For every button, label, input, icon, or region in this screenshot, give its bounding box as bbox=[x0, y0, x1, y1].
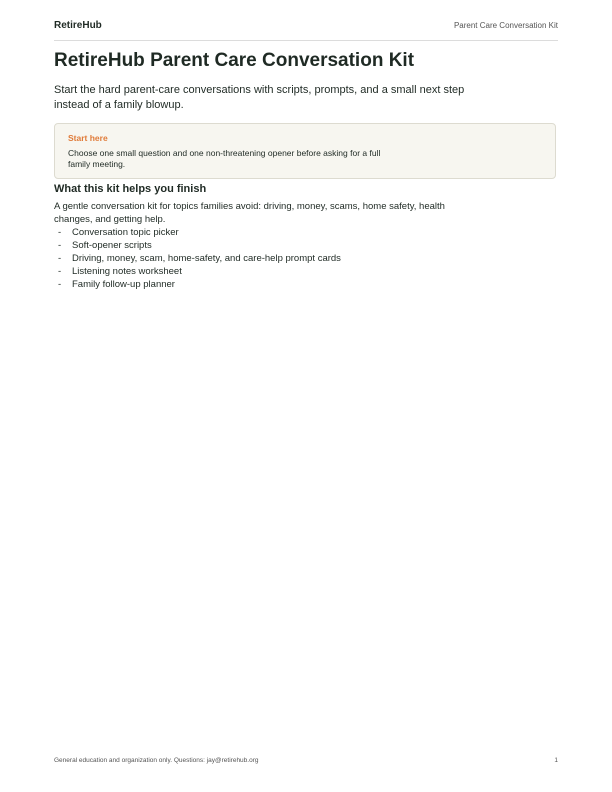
bullet-marker: - bbox=[58, 279, 62, 290]
start-here-callout bbox=[54, 123, 556, 179]
list-item bbox=[54, 278, 341, 291]
section-title: What this kit helps you finish bbox=[54, 183, 207, 195]
document-label: Parent Care Conversation Kit bbox=[453, 21, 558, 30]
callout-title: Start here bbox=[68, 133, 108, 143]
feature-list bbox=[54, 226, 341, 291]
intro-paragraph: Start the hard parent-care conversations with scripts, prompts, and a small next step instead of a family blowup. bbox=[54, 84, 465, 111]
bullet-marker: - bbox=[58, 240, 62, 251]
list-item bbox=[54, 252, 341, 265]
bullet-marker: - bbox=[58, 227, 62, 238]
page-title: RetireHub Parent Care Conversation Kit bbox=[54, 50, 415, 71]
list-item bbox=[54, 226, 341, 239]
list-item-label: Family follow-up planner bbox=[72, 279, 175, 290]
bullet-marker: - bbox=[58, 253, 62, 264]
section-description: A gentle conversation kit for topics families avoid: driving, money, scams, home safety, health changes, and getting help. bbox=[54, 201, 445, 225]
list-item-label: Driving, money, scam, home-safety, and care-help prompt cards bbox=[72, 253, 341, 264]
brand-logo-text: RetireHub bbox=[54, 20, 102, 31]
page-footer bbox=[54, 757, 558, 769]
list-item-label: Soft-opener scripts bbox=[72, 240, 152, 251]
list-item bbox=[54, 239, 341, 252]
list-item-label: Listening notes worksheet bbox=[72, 266, 182, 277]
bullet-marker: - bbox=[58, 266, 62, 277]
page-header bbox=[54, 20, 558, 41]
callout-body: Choose one small question and one non-threatening opener before asking for a full family meeting. bbox=[68, 148, 381, 169]
page-number: 1 bbox=[554, 757, 558, 764]
list-item-label: Conversation topic picker bbox=[72, 227, 179, 238]
list-item bbox=[54, 265, 341, 278]
footer-text: General education and organization only. Questions: jay@retirehub.org bbox=[54, 757, 259, 764]
